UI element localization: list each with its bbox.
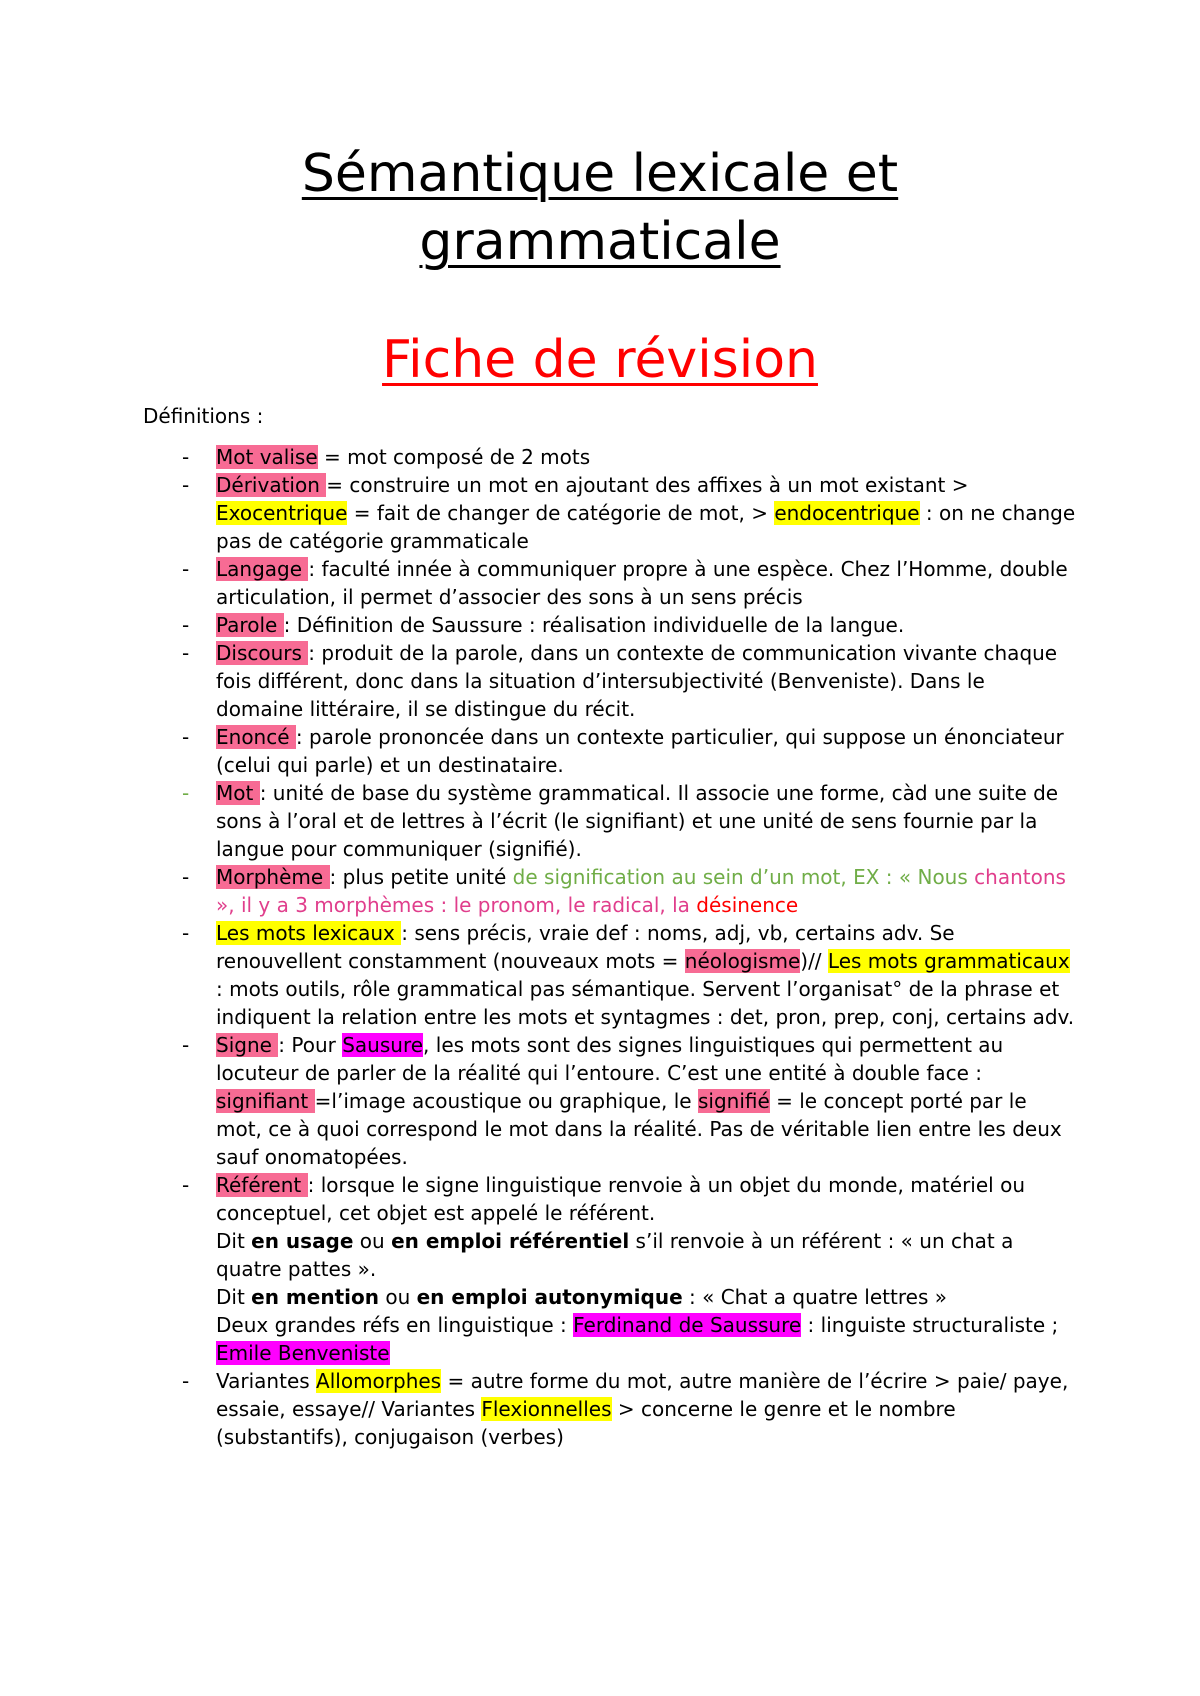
page-title-line-2: grammaticale — [419, 212, 781, 272]
list-bullet: - — [182, 613, 190, 637]
term-highlight-signifiant: signifiant — [216, 1089, 315, 1113]
page-subtitle: Fiche de révision — [382, 330, 818, 390]
term-highlight-grammaticaux: Les mots grammaticaux — [827, 949, 1070, 973]
page-title-line-1: Sémantique lexicale et — [301, 144, 899, 204]
list-item-langage: - Langage : faculté innée à communiquer propre à une espèce. Chez l’Homme, double articulation, il permet d’associer des sons à un sens précis — [182, 557, 1068, 609]
term-highlight-signifie: signifié — [697, 1089, 770, 1113]
term-highlight: Les mots lexicaux — [216, 921, 402, 945]
referent-refs-line: Deux grandes réfs en linguistique : Ferdinand de Saussure : linguiste structuraliste ; Emile Benveniste — [216, 1313, 1059, 1365]
list-bullet: - — [182, 445, 190, 469]
term-highlight: Parole — [216, 613, 284, 637]
term-highlight: Dérivation — [216, 473, 327, 497]
definitions-list — [0, 443, 1200, 1451]
list-item-mots-lexicaux: - Les mots lexicaux : sens précis, vraie def : noms, adj, vb, certains adv. Se renouvellent constamment (nouveaux mots = néologisme)// Les mots grammaticaux : mots outils, rôle grammatical pas sémantique. Servent l’organisat° de la phrase et indiquent la relation entre les mots et syntagmes : det, pron, prep, conj, certains adv. — [182, 921, 1075, 1029]
term-highlight-ferdinand: Ferdinand de Saussure — [573, 1313, 802, 1337]
list-item-mot-valise: - Mot valise = mot composé de 2 mots — [182, 445, 591, 469]
term-highlight: Langage — [216, 557, 309, 581]
red-text: désinence — [696, 893, 799, 917]
term-highlight-flexionnelles: Flexionnelles — [481, 1397, 612, 1421]
term-highlight: Mot valise — [216, 445, 318, 469]
term-highlight-exocentrique: Exocentrique — [216, 501, 348, 525]
term-highlight: Référent — [216, 1173, 308, 1197]
section-label: Définitions : — [143, 404, 264, 428]
referent-usage-line: Dit en usage ou en emploi référentiel s’il renvoie à un référent : « un chat a quatre pattes ». — [216, 1229, 1014, 1281]
list-bullet: - — [182, 1369, 190, 1393]
list-bullet: - — [182, 1173, 190, 1197]
list-item-referent: - Référent : lorsque le signe linguistique renvoie à un objet du monde, matériel ou conceptuel, cet objet est appelé le référent. Dit en usage ou en emploi référentiel s’il renvoie à un référent : « un chat a quatre pattes ». Dit en mention ou en emploi autonymique : « Chat a quatre lettres » Deux grandes réfs en linguistique : Ferdinand de Saussure : linguiste structuraliste ; Emile Benveniste — [0, 1171, 1076, 1367]
list-item-derivation: - Dérivation = construire un mot en ajoutant des affixes à un mot existant > Exocentrique = fait de changer de catégorie de mot, > endocentrique : on ne change pas de catégorie grammaticale — [182, 473, 1076, 553]
list-item-parole: - Parole : Définition de Saussure : réalisation individuelle de la langue. — [182, 613, 905, 637]
list-bullet: - — [182, 641, 190, 665]
term-highlight: Discours — [216, 641, 309, 665]
list-bullet: - — [182, 557, 190, 581]
list-bullet: - — [182, 725, 190, 749]
list-bullet: - — [182, 1033, 190, 1057]
list-item-enonce: - Enoncé : parole prononcée dans un contexte particulier, qui suppose un énonciateur (celui qui parle) et un destinataire. — [182, 725, 1064, 777]
list-bullet: - — [182, 921, 190, 945]
list-item-signe: - Signe : Pour Sausure, les mots sont des signes linguistiques qui permettent au locuteur de parler de la réalité qui l’entoure. C’est une entité à double face : signifiant =l’image acoustique ou graphique, le signifié = le concept porté par le mot, ce à quoi correspond le mot dans la réalité. Pas de véritable lien entre les deux sauf onomatopées. — [182, 1033, 1062, 1169]
list-item-morpheme: - Morphème : plus petite unité de signification au sein d’un mot, EX : « Nous chantons », il y a 3 morphèmes : le pronom, le radical, la désinence — [182, 865, 1066, 917]
term-highlight-neologisme: néologisme — [684, 949, 801, 973]
term-highlight-emile: Emile Benveniste — [216, 1341, 390, 1365]
list-bullet: - — [182, 781, 190, 805]
green-text: de signification au sein d’un mot, EX : « Nous — [512, 865, 975, 889]
list-item-variantes: - Variantes Allomorphes = autre forme du mot, autre manière de l’écrire > paie/ paye, essaie, essaye// Variantes Flexionnelles > concerne le genre et le nombre (substantifs), conjugaison (verbes) — [182, 1369, 1069, 1449]
term-highlight: Morphème — [216, 865, 330, 889]
list-item-discours: - Discours : produit de la parole, dans un contexte de communication vivante chaque fois différent, donc dans la situation d’intersubjectivité (Benveniste). Dans le domaine littéraire, il se distingue du récit. — [182, 641, 1058, 721]
term-highlight: Signe — [216, 1033, 279, 1057]
term-highlight-allomorphes: Allomorphes — [316, 1369, 442, 1393]
list-bullet: - — [182, 473, 190, 497]
term-highlight-endocentrique: endocentrique — [774, 501, 920, 525]
term-highlight-sausure: Sausure — [342, 1033, 424, 1057]
referent-mention-line: Dit en mention ou en emploi autonymique : « Chat a quatre lettres » — [216, 1285, 947, 1309]
list-item-mot: - Mot : unité de base du système grammatical. Il associe une forme, càd une suite de sons à l’oral et de lettres à l’écrit (le signifiant) et une unité de sens fournie par la langue pour communiquer (signifié). — [182, 781, 1059, 861]
term-highlight: Mot — [216, 781, 260, 805]
list-bullet: - — [182, 865, 190, 889]
term-highlight: Enoncé — [216, 725, 296, 749]
pink-text: chantons », il y a 3 morphèmes : le pronom, le radical, la — [216, 865, 1066, 917]
